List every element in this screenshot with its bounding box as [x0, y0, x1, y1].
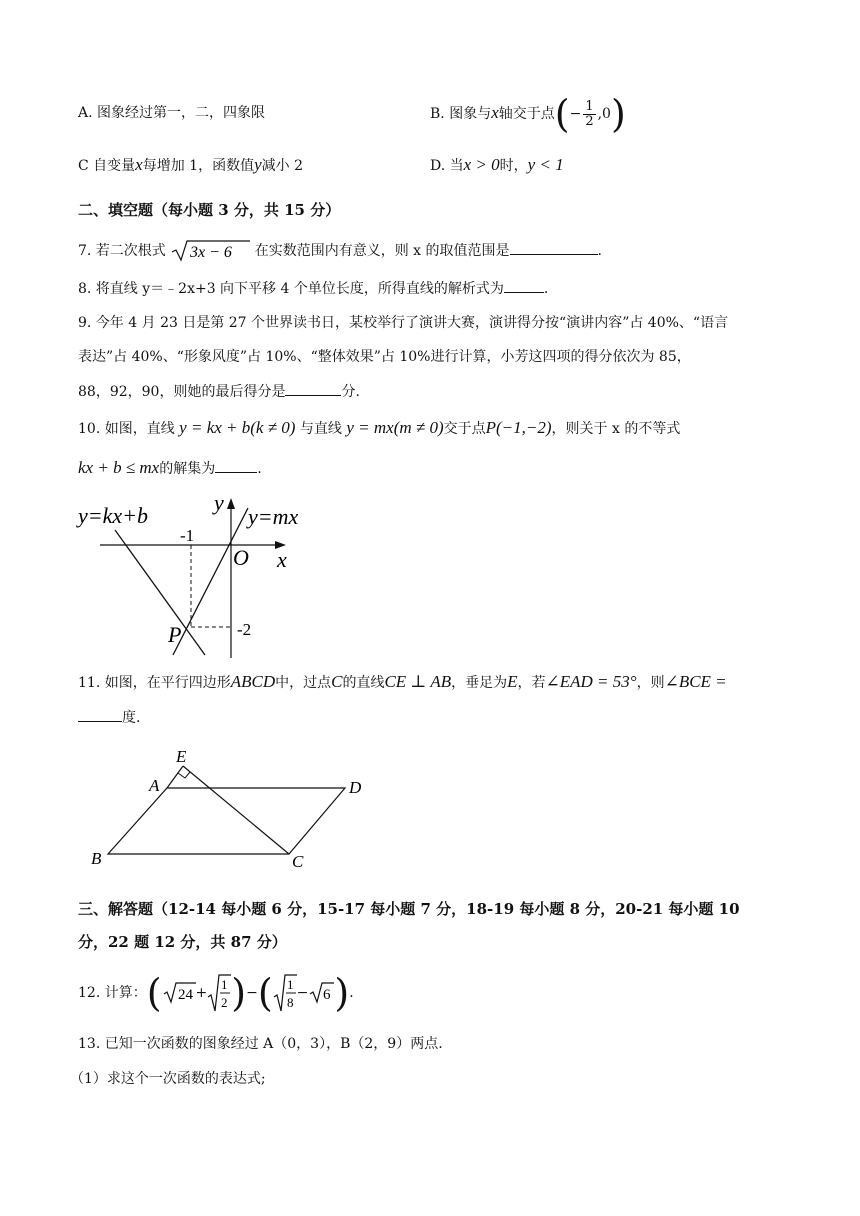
- sqrt-6: [308, 972, 334, 1014]
- tick-label-x: -1: [180, 526, 195, 545]
- svg-text:24: 24: [177, 987, 193, 1003]
- y-axis-arrow: [227, 498, 235, 509]
- svg-text:1: 1: [221, 977, 228, 992]
- answer-blank[interactable]: [78, 707, 122, 722]
- svg-text:6: 6: [323, 987, 331, 1003]
- section-3-title-line-1: 三、解答题（12-14 每小题 6 分，15-17 每小题 7 分，18-19 每小题 8 分，20-21 每小题 10: [78, 900, 740, 918]
- segment-ce: [183, 766, 289, 854]
- question-8: 8. 将直线 y＝﹣2x+3 向下平移 4 个单位长度，所得直线的解析式为 .: [78, 278, 548, 299]
- label-y-kx-b: y=kx+b: [78, 503, 148, 528]
- svg-text:2: 2: [221, 995, 228, 1010]
- sqrt-expression: [170, 239, 250, 263]
- radicand: 3x − 6: [190, 244, 233, 261]
- section-3-title-line-2: 分，22 题 12 分，共 87 分）: [78, 933, 287, 951]
- question-11-line-1: 11. 如图，在平行四边形ABCD中，过点C的直线CE ⊥ AB，垂足为E，若∠EAD = 53°，则∠BCE =: [78, 672, 727, 691]
- answer-blank[interactable]: [510, 240, 598, 255]
- option-d: D. 当x > 0时，y < 1: [430, 155, 564, 174]
- question-13: 13. 已知一次函数的图象经过 A（0，3），B（2，9）两点.: [78, 1036, 443, 1052]
- question-12: 12. 计算：( 24 + 1 2 )−( 1 8 − 6 ).: [78, 971, 354, 1015]
- question-9-line-3: 88，92，90，则她的最后得分是 分.: [78, 381, 360, 402]
- origin-label: O: [233, 545, 249, 570]
- segment-ae: [167, 766, 183, 788]
- question-10-line-2: kx + b ≤ mx的解集为 .: [78, 458, 262, 477]
- svg-text:1: 1: [286, 977, 294, 992]
- answer-blank[interactable]: [215, 458, 257, 473]
- question-9-line-2: 表达”占 40%、“形象风度”占 10%、“整体效果”占 10%进行计算，小芳这四项的得分依次为 85，: [78, 349, 691, 365]
- right-angle-mark: [178, 772, 190, 778]
- question-7: 7. 若二次根式 3x − 6 在实数范围内有意义，则 x 的取值范围是 .: [78, 239, 602, 263]
- option-b: B. 图象与x轴交于点(− $\frac{1}{2}$ ,0): [430, 92, 626, 136]
- answer-blank[interactable]: [504, 278, 544, 293]
- sqrt-eighth: [273, 972, 297, 1014]
- parallelogram-abcd: [108, 788, 345, 854]
- question-11-line-2: 度.: [78, 707, 140, 728]
- point-label-p: P: [168, 622, 182, 647]
- axis-label-y: y: [214, 490, 224, 515]
- sqrt-half: [207, 972, 231, 1014]
- question-13-part-1: （1）求这个一次函数的表达式;: [70, 1071, 266, 1087]
- label-y-mx: y=mx: [248, 504, 299, 529]
- vertex-label-d: D: [349, 778, 362, 797]
- axis-label-x: x: [277, 547, 287, 572]
- tick-label-y: -2: [237, 620, 252, 639]
- section-2-title: 二、填空题（每小题 3 分，共 15 分）: [78, 201, 341, 219]
- figure-q11: [85, 740, 375, 870]
- question-9-line-1: 9. 今年 4 月 23 日是第 27 个世界读书日，某校举行了演讲大赛，演讲得分按“演讲内容”占 40%、“语言: [78, 315, 729, 331]
- answer-blank[interactable]: [285, 381, 341, 396]
- figure-q10: [70, 490, 310, 665]
- option-c: C 自变量x每增加 1，函数值y减小 2: [78, 155, 303, 174]
- question-10-line-1: 10. 如图，直线 y = kx + b(k ≠ 0) 与直线 y = mx(m ≠ 0)交于点P(−1,−2)，则关于 x 的不等式: [78, 418, 681, 437]
- vertex-label-b: B: [91, 849, 102, 868]
- vertex-label-a: A: [149, 776, 160, 795]
- sqrt-24: [162, 972, 196, 1014]
- svg-text:8: 8: [286, 995, 294, 1010]
- vertex-label-e: E: [176, 747, 187, 766]
- vertex-label-c: C: [292, 852, 304, 870]
- option-a: A. 图象经过第一，二，四象限: [78, 105, 266, 121]
